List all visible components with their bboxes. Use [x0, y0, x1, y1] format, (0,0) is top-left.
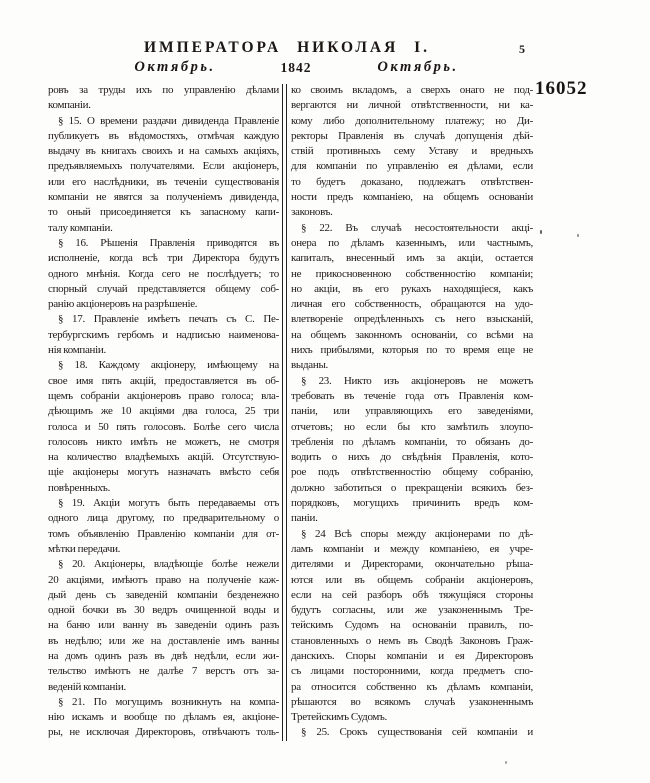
text-line: то будетъ доказано, подлежатъ отвѣтствен-: [291, 175, 533, 188]
text-line: на баню или ванну въ заведеніи одинъ разъ: [48, 619, 279, 632]
text-line: но акціи, въ его рукахъ находящіеся, какъ: [291, 282, 533, 295]
text-line: голосовъ никто имѣть не можетъ, не смотря: [48, 435, 279, 448]
text-line: рое подъ отвѣтственностію общему собранію,: [291, 466, 533, 479]
page-number: 5: [519, 42, 525, 56]
text-line: предъявляемыхъ получателями. Если акціонеръ,: [48, 160, 279, 173]
text-line: нія компаніи.: [48, 344, 106, 357]
text-line: на общемъ законномъ основаніи, со всѣми на: [291, 328, 533, 341]
text-line: съ лицами посторонними, когда предметъ спо-: [291, 665, 533, 678]
text-line: водить о нихъ до свѣдѣнія Правленія, кото-: [291, 451, 533, 464]
text-line: компаніи не явятся за полученіемъ дивиденда,: [48, 191, 279, 204]
text-line: требовать въ теченіе года отъ Правленія ком-: [291, 389, 533, 402]
scan-speck: [540, 230, 542, 234]
text-line: § 25. Срокъ существованія сей компаніи и: [301, 726, 533, 739]
text-line: ровъ за труды ихъ по управленію дѣлами: [48, 84, 279, 96]
text-line: законовъ.: [291, 206, 333, 219]
running-head-month-right: Октябрь.: [377, 59, 459, 75]
text-line: паніи, или управляющихъ его заведеніями,: [291, 405, 533, 418]
text-line: публикуетъ въ вѣдомостяхъ, отмѣчая каждую: [48, 129, 279, 142]
text-line: веденій компаніи.: [48, 680, 126, 693]
decree-entry-number: 16052: [535, 78, 588, 99]
text-line: Третейскимъ Судомъ.: [291, 711, 387, 724]
text-line: 20 акціями, имѣютъ право на полученіе каж-: [48, 573, 279, 586]
text-line: становленныхъ о немъ въ Сводѣ Законовъ Граж-: [291, 634, 533, 647]
text-line: отчетовъ; но если бы кто замѣтилъ злоупо-: [291, 420, 533, 433]
text-line: не прикосновенною собственностію компаніи;: [291, 267, 533, 280]
text-line: ректоры Правленія въ случаѣ допущенія дѣй-: [291, 129, 533, 142]
page-title: ИМПЕРАТОРА НИКОЛАЯ I.: [143, 39, 431, 56]
text-line: мѣтки передачи.: [48, 542, 121, 555]
text-line: ности предъ компаніею, на общемъ основаніи: [291, 191, 533, 204]
text-line: влетвореніе опредѣленныхъ съ него взысканій,: [291, 313, 533, 326]
text-line: томъ объявленію Правленію компаніи для от-: [48, 527, 279, 540]
text-column-right: [291, 83, 533, 741]
column-divider-rule: [282, 84, 287, 741]
text-line: выданы.: [291, 359, 328, 372]
scan-speck: [577, 234, 579, 237]
text-line: дѣющимъ же 10 акціями два голоса, 25 три: [48, 405, 279, 418]
text-line: ются или въ общемъ собраніи акціонеровъ,: [291, 573, 533, 586]
text-line: компаніи.: [48, 99, 91, 112]
text-line: § 18. Каждому акціонеру, имѣющему на: [58, 359, 279, 372]
text-line: будутъ согласны, или же узаконеннымъ Тре-: [291, 604, 533, 617]
text-line: выдачу въ книгахъ своихъ и на самыхъ акціяхъ,: [48, 145, 279, 158]
text-line: одной бочки въ 30 ведръ очищенной воды и: [48, 604, 279, 617]
text-line: если на сей разборъ обѣ тяжущіяся стороны: [291, 588, 533, 601]
text-line: въ недѣлю; или же на доставленіе имъ ванны: [48, 634, 279, 647]
text-line: ранію акціонеровъ на разрѣшеніе.: [48, 298, 198, 311]
running-head-year: 1842: [280, 60, 312, 75]
text-line: § 19. Акціи могутъ быть передаваемы отъ: [58, 497, 279, 510]
text-line: § 15. О времени раздачи дивиденда Правленіе: [58, 114, 279, 127]
text-line: вергаются ни личной отвѣтственности, ни ка-: [291, 99, 533, 112]
text-line: одного мнѣнія. Когда сего не послѣдуетъ; то: [48, 267, 279, 280]
text-line: на домъ одинъ разъ въ двѣ недѣли, если жи-: [48, 649, 279, 662]
text-line: капиталъ, внесенный имъ за акціи, остается: [291, 252, 533, 265]
text-line: нію искамъ и вообще по дѣламъ ея, акціоне-: [48, 711, 279, 724]
text-line: онера по дѣламъ казеннымъ, или частнымъ,: [291, 236, 533, 249]
text-line: или его наслѣдники, въ теченіи существованія: [48, 175, 279, 188]
text-line: паніи.: [291, 512, 318, 525]
text-line: исполненіе, когда всѣ три Директора будутъ: [48, 252, 279, 265]
text-line: повѣренныхъ.: [48, 481, 111, 494]
text-line: должно заботиться о прекращеніи всякихъ без-: [291, 481, 533, 494]
text-line: тербургскимъ гербомъ и надписью наименова-: [48, 328, 279, 341]
text-column-left: [48, 83, 279, 741]
text-line: ствій противныхъ сему Уставу и вредныхъ: [291, 145, 533, 158]
text-line: § 21. По могущимъ возникнуть на компа-: [58, 695, 279, 708]
text-line: § 24 Всѣ споры между акціонерами по дѣ-: [301, 527, 533, 540]
text-line: голоса и 50 пять голосовъ. Болѣе сего числа: [48, 420, 279, 433]
text-line: § 17. Правленіе имѣетъ печать съ С. Пе-: [58, 313, 279, 326]
text-line: § 23. Никто изъ акціонеровъ не можетъ: [301, 374, 533, 387]
text-line: спорный случай представляется общему соб-: [48, 282, 279, 295]
text-line: требленія по дѣламъ компаніи, то обязанъ до-: [291, 435, 533, 448]
text-line: ламъ компаніи и между компаніею, ея учре-: [291, 542, 533, 555]
text-line: щемъ собраніи акціонеровъ право голоса; вла-: [48, 389, 279, 402]
text-line: для компаніи по управленію ея дѣлами, если: [291, 160, 533, 173]
text-line: на количество владѣемыхъ акцій. Отсутствую-: [48, 451, 279, 464]
text-line: ры, не исключая Директоровъ, отвѣчаютъ толь-: [48, 726, 279, 739]
running-head-month-left: Октябрь.: [134, 59, 216, 75]
text-line: ра относится собственно къ дѣламъ компаніи,: [291, 680, 533, 693]
text-line: дый день съ заведеній компаніи безденежно: [48, 588, 279, 601]
text-line: то оный присоединяется къ запасному капи-: [48, 206, 279, 219]
text-line: свое имя пять акцій, предоставляется въ об-: [48, 374, 279, 387]
text-line: талу компаніи.: [48, 221, 113, 234]
text-line: тельство имѣютъ не далѣе 7 верстъ отъ за-: [48, 665, 279, 678]
text-line: нихъ прибылями, которыя по то время еще не: [291, 344, 533, 357]
text-line: тейскимъ Судомъ на основаніи правилъ, по-: [291, 619, 533, 632]
text-line: кому либо дополнительному платежу; но Ди-: [291, 114, 533, 127]
text-line: ко своимъ вкладомъ, а сверхъ онаго не под-: [291, 84, 533, 96]
text-line: одного лица другому, по предварительному о: [48, 512, 279, 525]
text-line: данскихъ. Споры компаніи и ея Директоровъ: [291, 649, 533, 662]
text-line: щіе акціонеры могутъ назначать вмѣсто себя: [48, 466, 279, 479]
text-line: § 20. Акціонеры, владѣющіе болѣе нежели: [58, 558, 279, 571]
text-line: § 22. Въ случаѣ несостоятельности акці-: [301, 221, 533, 234]
text-line: рѣшаются во всякомъ случаѣ узаконеннымъ: [291, 695, 533, 708]
scan-speck: [505, 761, 507, 764]
text-line: дителями и Директорами, окончательно рѣша-: [291, 558, 533, 571]
text-line: § 16. Рѣшенія Правленія приводятся въ: [58, 236, 279, 249]
text-line: порядковъ, могущихъ причинить вредъ ком-: [291, 497, 533, 510]
text-line: личная его собственность, обращаются на удо-: [291, 298, 533, 311]
